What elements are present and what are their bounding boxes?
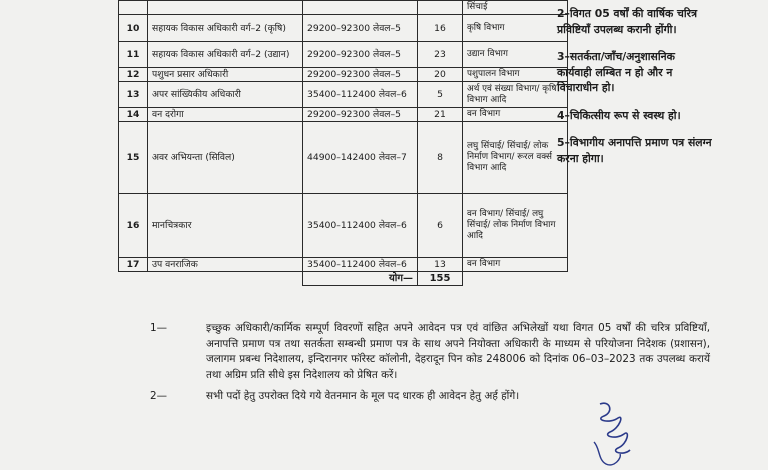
serial-number-cell: 14 <box>119 108 148 122</box>
serial-number-cell <box>119 1 148 15</box>
pay-scale-cell: 44900–142400 लेवल–7 <box>303 122 418 194</box>
post-name-cell: वन दरोगा <box>148 108 303 122</box>
table-row <box>119 258 568 272</box>
table-row <box>119 82 568 108</box>
pay-scale-cell: 35400–112400 लेवल–6 <box>303 258 418 272</box>
department-cell: वन विभाग <box>463 258 568 272</box>
serial-number-cell: 11 <box>119 42 148 68</box>
post-name-cell: उप वनराजिक <box>148 258 303 272</box>
pay-scale-cell: 29200–92300 लेवल–5 <box>303 15 418 42</box>
post-count-cell: 5 <box>418 82 463 108</box>
table-row <box>119 122 568 194</box>
serial-number-cell: 10 <box>119 15 148 42</box>
pay-scale-cell: 29200–92300 लेवल–5 <box>303 108 418 122</box>
note-1 <box>150 321 710 383</box>
note-text: सभी पदों हेतु उपरोक्त दिये गये वेतनमान के मूल पद धारक ही आवेदन हेतु अर्ह होंगे। <box>206 390 520 403</box>
department-cell: उद्यान विभाग <box>463 42 568 68</box>
pay-scale-cell: 29200–92300 लेवल–5 <box>303 68 418 82</box>
post-count-cell: 16 <box>418 15 463 42</box>
condition-4: 4–चिकित्सीय रूप से स्वस्थ हो। <box>557 108 681 122</box>
empty-cell <box>119 272 303 286</box>
post-count-cell: 20 <box>418 68 463 82</box>
post-count-cell: 21 <box>418 108 463 122</box>
total-value: 155 <box>418 272 463 286</box>
department-cell: पशुपालन विभाग <box>463 68 568 82</box>
serial-number-cell: 15 <box>119 122 148 194</box>
serial-number-cell: 13 <box>119 82 148 108</box>
posts-table <box>118 0 568 286</box>
eligibility-conditions <box>557 6 713 178</box>
empty-cell <box>463 272 568 286</box>
department-cell: वन विभाग/ सिंचाई/ लघु सिंचाई/ लोक निर्माण विभाग आदि <box>463 194 568 258</box>
pay-scale-cell: 35400–112400 लेवल–6 <box>303 194 418 258</box>
post-name-cell: पशुधन प्रसार अधिकारी <box>148 68 303 82</box>
condition-2: 2–विगत 05 वर्षों की वार्षिक चरित्र प्रविष्टियाँ उपलब्ध करानी होंगी। <box>557 7 698 36</box>
note-number: 1— <box>150 322 168 334</box>
post-count-cell: 8 <box>418 122 463 194</box>
total-row <box>119 272 568 286</box>
table-row <box>119 42 568 68</box>
table-row <box>119 1 568 15</box>
pay-scale-cell: 35400–112400 लेवल–6 <box>303 82 418 108</box>
serial-number-cell: 12 <box>119 68 148 82</box>
table-row <box>119 68 568 82</box>
department-cell: लघु सिंचाई/ सिंचाई/ लोक निर्माण विभाग/ रूरल वर्क्स विभाग आदि <box>463 122 568 194</box>
department-cell: सिंचाई <box>463 1 568 15</box>
department-cell: वन विभाग <box>463 108 568 122</box>
post-name-cell: अपर सांख्यिकीय अधिकारी <box>148 82 303 108</box>
table-row <box>119 15 568 42</box>
department-cell: कृषि विभाग <box>463 15 568 42</box>
pay-scale-cell <box>303 1 418 15</box>
condition-3: 3–सतर्कता/जाँच/अनुशासनिक कार्यवाही लम्बित न हो और न विचाराधीन हो। <box>557 50 675 94</box>
pay-scale-cell: 29200–92300 लेवल–5 <box>303 42 418 68</box>
post-count-cell: 23 <box>418 42 463 68</box>
post-name-cell: मानचित्रकार <box>148 194 303 258</box>
serial-number-cell: 16 <box>119 194 148 258</box>
table-row <box>119 108 568 122</box>
total-label: योग— <box>303 272 418 286</box>
post-name-cell: सहायक विकास अधिकारी वर्ग–2 (कृषि) <box>148 15 303 42</box>
post-count-cell: 6 <box>418 194 463 258</box>
signature-scribble <box>580 398 650 470</box>
department-cell: अर्थ एवं संख्या विभाग/ कृषि विभाग आदि <box>463 82 568 108</box>
post-count-cell <box>418 1 463 15</box>
condition-5: 5–विभागीय अनापत्ति प्रमाण पत्र संलग्न करना होगा। <box>557 136 712 165</box>
note-text: इच्छुक अधिकारी/कार्मिक सम्पूर्ण विवरणों सहित अपने आवेदन पत्र एवं वांछित अभिलेखों यथा विगत 05 वर्षों की चरित्र प्रविष्टियाँ, अनापत्ति प्रमाण पत्र तथा सतर्कता सम्बन्धी प्रमाण पत्र के साथ अपने नियोक्ता अधिकारी के माध्यम से परियोजना निदेशक (प्रशासन), जलागम प्रबन्ध निदेशालय, इन्दिरानगर फॉरेस्ट कॉलोनी, देहरादून पिन कोड 248006 को दिनांक 06–03–2023 तक उपलब्ध करायें तथा अग्रिम प्रति सीधे इस निदेशालय को प्रेषित करें। <box>206 322 710 381</box>
table-row <box>119 194 568 258</box>
post-name-cell: सहायक विकास अधिकारी वर्ग–2 (उद्यान) <box>148 42 303 68</box>
serial-number-cell: 17 <box>119 258 148 272</box>
post-count-cell: 13 <box>418 258 463 272</box>
post-name-cell: अवर अभियन्ता (सिविल) <box>148 122 303 194</box>
note-number: 2— <box>150 390 168 403</box>
post-name-cell <box>148 1 303 15</box>
